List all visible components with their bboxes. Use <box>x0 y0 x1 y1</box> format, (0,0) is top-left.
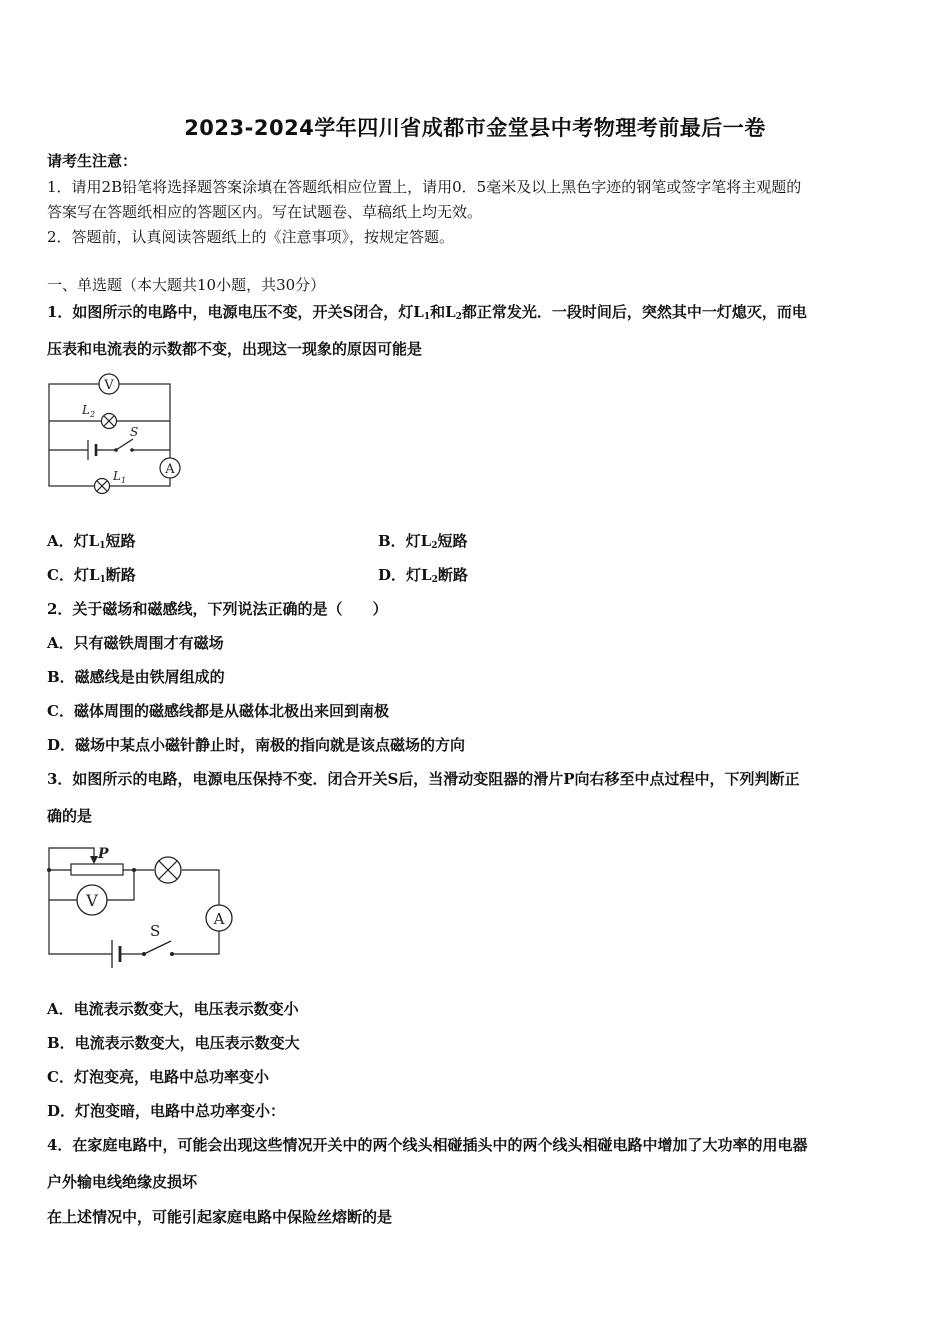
q1-voltmeter-label: V <box>104 378 114 393</box>
q4-stem-line1: 4．在家庭电路中，可能会出现这些情况开关中的两个线头相碰插头中的两个线头相碰电路中增加了大功率的用电器 <box>47 1136 808 1154</box>
q1-circuit-figure <box>44 370 194 498</box>
q3-slider-label: P <box>98 846 109 862</box>
q3-stem-line2: 确的是 <box>47 807 93 825</box>
q1-stem-part3: 都正常发光．一段时间后，突然其中一灯熄灭，而电 <box>461 303 807 321</box>
q1-lamp-l1-subscript: 1 <box>120 476 127 485</box>
q1-option-d-post: 断路 <box>437 566 468 584</box>
q4-stem-line3: 在上述情况中，可能引起家庭电路中保险丝熔断的是 <box>47 1208 393 1226</box>
q3-junction-dot <box>132 868 136 872</box>
q1-lamp-l1-letter: L <box>113 469 121 483</box>
q3-switch <box>142 941 174 956</box>
q1-lamp-l2-label <box>81 403 95 419</box>
q1-lamp-l1 <box>95 479 110 494</box>
q1-lamp-l2-subscript: 2 <box>89 410 96 419</box>
q1-option-a-sub: 1 <box>99 541 106 551</box>
q1-option-a-pre: A．灯L <box>47 532 100 550</box>
q1-option-d-pre: D．灯L <box>378 566 432 584</box>
page-title: 2023-2024学年四川省成都市金堂县中考物理考前最后一卷 <box>184 116 766 140</box>
q1-option-c <box>47 566 136 589</box>
q3-option-b: B．电流表示数变大，电压表示数变大 <box>47 1034 300 1052</box>
q1-option-d <box>378 566 468 589</box>
q3-option-c: C．灯泡变亮，电路中总功率变小 <box>47 1068 269 1086</box>
q3-junction-dot-left <box>47 868 51 872</box>
q1-stem-part2: 和L <box>430 303 456 321</box>
q1-stem-line1 <box>47 303 807 326</box>
notice-item-2: 2．答题前，认真阅读答题纸上的《注意事项》，按规定答题。 <box>47 228 455 246</box>
q1-option-c-pre: C．灯L <box>47 566 100 584</box>
q1-stem-part1: 1．如图所示的电路中，电源电压不变，开关S闭合，灯L <box>47 303 424 321</box>
q3-voltmeter-label: V <box>86 891 98 910</box>
q3-slider-arrow <box>90 856 98 864</box>
q1-lamp-l1-label <box>112 469 126 485</box>
q1-ammeter <box>160 458 180 478</box>
q3-battery <box>112 940 120 968</box>
q1-option-d-sub: 2 <box>431 575 438 585</box>
q1-sub1: 1 <box>423 312 431 322</box>
q1-lamp-l2-letter: L <box>82 403 90 417</box>
q3-switch-label: S <box>150 922 161 940</box>
q1-voltmeter <box>99 374 119 394</box>
q2-option-b: B．磁感线是由铁屑组成的 <box>47 668 225 686</box>
q3-ammeter-to-switch-wire <box>172 930 219 954</box>
q3-ammeter <box>206 905 232 931</box>
q1-sub2: 2 <box>455 312 462 322</box>
notice-item-1a: 1．请用2B铅笔将选择题答案涂填在答题纸相应位置上，请用0．5毫米及以上黑色字迹的钢笔或签字笔将主观题的 <box>47 178 802 196</box>
q1-option-c-sub: 1 <box>99 575 106 585</box>
q1-switch-label: S <box>130 425 139 439</box>
q1-option-b-pre: B．灯L <box>378 532 432 550</box>
q1-option-c-post: 断路 <box>105 566 136 584</box>
q2-stem: 2．关于磁场和磁感线，下列说法正确的是（ ） <box>47 600 388 618</box>
notice-item-1b: 答案写在答题纸相应的答题区内。写在试题卷、草稿纸上均无效。 <box>47 203 483 221</box>
notice-heading: 请考生注意： <box>47 152 138 170</box>
q1-lamp-l2 <box>102 414 117 429</box>
q3-stem-line1: 3．如图所示的电路，电源电压保持不变．闭合开关S后，当滑动变阻器的滑片P向右移至中点过程中，下列判断正 <box>47 770 800 788</box>
q1-outer-wire <box>49 384 170 486</box>
q3-lamp-to-ammeter-wire <box>182 870 219 906</box>
q1-stem-line2: 压表和电流表的示数都不变，出现这一现象的原因可能是 <box>47 340 423 358</box>
q2-option-c: C．磁体周围的磁感线都是从磁体北极出来回到南极 <box>47 702 389 720</box>
q3-option-d: D．灯泡变暗，电路中总功率变小： <box>47 1102 286 1120</box>
q3-circuit-figure <box>44 838 244 972</box>
q3-lamp <box>155 857 181 883</box>
q2-option-a: A．只有磁铁周围才有磁场 <box>47 634 224 652</box>
q2-option-d: D．磁场中某点小磁针静止时，南极的指向就是该点磁场的方向 <box>47 736 466 754</box>
q1-switch <box>114 439 134 452</box>
q1-battery <box>88 440 96 460</box>
q3-option-a: A．电流表示数变大，电压表示数变小 <box>47 1000 299 1018</box>
q1-option-b <box>378 532 468 555</box>
q3-rheostat <box>71 864 123 875</box>
q4-stem-line2: 户外输电线绝缘皮损坏 <box>47 1173 198 1191</box>
section-heading: 一、单选题（本大题共10小题，共30分） <box>47 276 326 294</box>
q1-option-a-post: 短路 <box>105 532 136 550</box>
q3-top-left-wire <box>49 870 112 954</box>
q3-voltmeter <box>77 885 107 915</box>
q3-ammeter-label: A <box>213 910 225 928</box>
q1-option-b-post: 短路 <box>437 532 468 550</box>
q1-option-b-sub: 2 <box>431 541 438 551</box>
q1-option-a <box>47 532 135 555</box>
q1-ammeter-label: A <box>165 462 175 477</box>
